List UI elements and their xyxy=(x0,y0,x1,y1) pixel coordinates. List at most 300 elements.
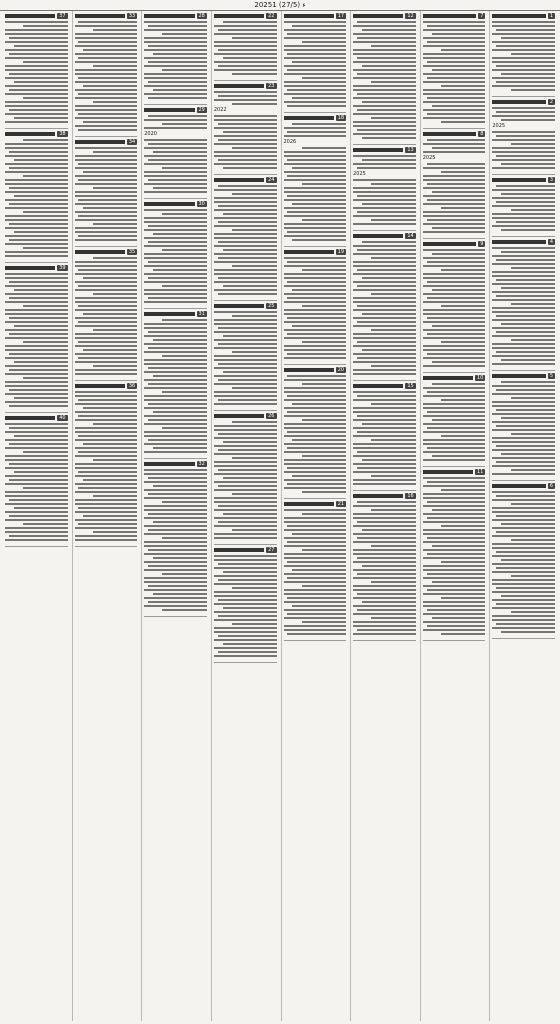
text-line xyxy=(223,513,277,515)
text-line xyxy=(292,97,346,99)
text-line xyxy=(423,485,486,487)
text-line xyxy=(144,379,207,381)
text-line xyxy=(353,597,416,599)
text-line xyxy=(75,261,138,263)
text-line xyxy=(362,565,416,567)
text-line xyxy=(144,29,207,31)
text-line xyxy=(284,235,347,237)
story-number-badge: 14 xyxy=(407,233,414,239)
text-line xyxy=(353,369,416,371)
text-line xyxy=(423,365,486,367)
text-line xyxy=(148,225,207,227)
text-line xyxy=(371,45,415,47)
text-line xyxy=(492,33,555,35)
story-number-badge: 16 xyxy=(407,493,414,499)
text-line xyxy=(423,101,486,103)
text-line xyxy=(148,81,207,83)
text-line xyxy=(218,293,277,295)
text-line xyxy=(292,123,346,125)
text-line xyxy=(427,353,486,355)
text-line xyxy=(75,117,138,119)
text-line xyxy=(353,427,416,429)
text-line xyxy=(93,151,137,153)
text-line xyxy=(148,439,207,441)
text-line xyxy=(78,215,137,217)
text-line xyxy=(223,213,277,215)
text-line xyxy=(144,37,207,39)
text-line xyxy=(492,319,555,321)
news-story xyxy=(423,239,486,373)
story-number-badge: 21 xyxy=(337,501,345,507)
text-line xyxy=(362,101,416,103)
text-line xyxy=(144,605,207,607)
news-story xyxy=(284,113,347,247)
text-line xyxy=(441,525,485,527)
story-number-badge: 27 xyxy=(268,547,275,553)
story-body xyxy=(214,91,277,169)
story-headline xyxy=(423,13,486,19)
text-line xyxy=(162,285,206,287)
text-line xyxy=(284,427,347,429)
text-line xyxy=(5,539,68,541)
story-body xyxy=(75,257,138,375)
text-line xyxy=(284,463,347,465)
text-line xyxy=(496,45,555,47)
text-line xyxy=(427,573,486,575)
text-line xyxy=(218,49,277,51)
text-line xyxy=(144,183,207,185)
story-body xyxy=(144,115,207,193)
text-line xyxy=(144,289,207,291)
text-line xyxy=(492,189,555,191)
text-line xyxy=(432,227,486,229)
text-line xyxy=(492,607,555,609)
text-line xyxy=(492,151,555,153)
text-line xyxy=(284,415,347,417)
text-line xyxy=(153,447,207,449)
text-line xyxy=(423,273,486,275)
text-line xyxy=(23,61,67,63)
text-line xyxy=(362,277,416,279)
text-line xyxy=(75,369,138,371)
text-line xyxy=(362,601,416,603)
text-line xyxy=(214,289,277,291)
text-line xyxy=(75,411,138,413)
text-line xyxy=(284,285,347,287)
text-line xyxy=(284,57,347,59)
text-line xyxy=(427,447,486,449)
news-story xyxy=(214,175,277,301)
story-body xyxy=(284,509,347,635)
text-line xyxy=(501,559,555,561)
text-line xyxy=(357,467,416,469)
text-line xyxy=(218,221,277,223)
text-line xyxy=(492,401,555,403)
text-line xyxy=(492,283,555,285)
story-headline xyxy=(144,107,207,113)
text-line xyxy=(144,423,207,425)
story-body xyxy=(284,21,347,107)
text-line xyxy=(423,513,486,515)
story-headline xyxy=(284,115,347,121)
text-line xyxy=(75,519,138,521)
story-body xyxy=(214,555,277,657)
text-line xyxy=(214,127,277,129)
text-line xyxy=(144,359,207,361)
text-line xyxy=(75,211,138,213)
text-line xyxy=(371,545,415,547)
text-line xyxy=(423,431,486,433)
text-line xyxy=(75,431,138,433)
text-line xyxy=(9,109,68,111)
text-line xyxy=(492,429,555,431)
text-line xyxy=(353,223,416,225)
text-line xyxy=(427,199,486,201)
story-body xyxy=(353,21,416,139)
text-line xyxy=(83,207,137,209)
text-line xyxy=(144,119,207,121)
text-line xyxy=(432,617,486,619)
text-line xyxy=(144,257,207,259)
headline-text-block xyxy=(353,14,403,18)
text-line xyxy=(5,183,68,185)
text-line xyxy=(214,163,277,165)
text-line xyxy=(292,439,346,441)
news-story xyxy=(75,11,138,137)
text-line xyxy=(353,265,416,267)
text-line xyxy=(232,73,276,75)
story-headline xyxy=(5,265,68,271)
text-line xyxy=(232,37,276,39)
text-line xyxy=(284,609,347,611)
text-line xyxy=(5,285,68,287)
text-line xyxy=(353,113,416,115)
text-line xyxy=(496,551,555,553)
text-line xyxy=(232,351,276,353)
text-line xyxy=(362,65,416,67)
text-line xyxy=(148,159,207,161)
text-line xyxy=(218,505,277,507)
text-line xyxy=(284,379,347,381)
text-line xyxy=(9,73,68,75)
text-line xyxy=(492,527,555,529)
text-line xyxy=(287,175,346,177)
text-line xyxy=(78,285,137,287)
text-line xyxy=(492,591,555,593)
story-body xyxy=(423,249,486,367)
headline-text-block xyxy=(214,414,264,418)
story-number-badge: 33 xyxy=(128,13,136,19)
text-line xyxy=(218,29,277,31)
text-line xyxy=(492,599,555,601)
text-line xyxy=(353,199,416,201)
text-line xyxy=(83,443,137,445)
text-line xyxy=(284,163,347,165)
text-line xyxy=(423,179,486,181)
text-line xyxy=(75,337,138,339)
story-headline xyxy=(353,233,416,239)
text-line xyxy=(496,587,555,589)
text-line xyxy=(427,61,486,63)
text-line xyxy=(353,353,416,355)
story-headline xyxy=(75,249,138,255)
text-line xyxy=(427,501,486,503)
text-line xyxy=(9,203,68,205)
news-story xyxy=(5,11,68,129)
text-line xyxy=(501,323,555,325)
text-line xyxy=(496,111,555,113)
text-line xyxy=(5,93,68,95)
story-headline xyxy=(214,303,277,309)
text-line xyxy=(9,297,68,299)
text-line xyxy=(223,167,277,169)
text-line xyxy=(353,613,416,615)
headline-text-block xyxy=(144,202,194,206)
news-story xyxy=(492,175,555,237)
text-line xyxy=(75,391,138,393)
text-line xyxy=(427,113,486,115)
text-line xyxy=(75,491,138,493)
text-line xyxy=(427,553,486,555)
text-line xyxy=(23,25,67,27)
text-line xyxy=(214,595,277,597)
text-line xyxy=(14,117,68,119)
news-story xyxy=(492,371,555,481)
text-line xyxy=(353,289,416,291)
story-body xyxy=(75,391,138,541)
text-line xyxy=(492,327,555,329)
text-line xyxy=(218,563,277,565)
text-line xyxy=(492,275,555,277)
text-line xyxy=(5,273,68,275)
news-story xyxy=(492,97,555,175)
text-line xyxy=(496,295,555,297)
text-line xyxy=(148,403,207,405)
text-line xyxy=(153,89,207,91)
text-line xyxy=(492,441,555,443)
text-line xyxy=(75,395,138,397)
text-line xyxy=(75,25,138,27)
text-line xyxy=(423,117,486,119)
text-line xyxy=(75,61,138,63)
text-line xyxy=(423,505,486,507)
text-line xyxy=(214,461,277,463)
text-line xyxy=(148,179,207,181)
text-line xyxy=(292,61,346,63)
text-line xyxy=(214,135,277,137)
text-line xyxy=(292,167,346,169)
text-line xyxy=(9,389,68,391)
text-line xyxy=(5,365,68,367)
text-line xyxy=(223,335,277,337)
text-line xyxy=(496,351,555,353)
text-line xyxy=(232,457,276,459)
headline-text-block xyxy=(75,250,125,254)
story-number-badge: 36 xyxy=(128,383,136,389)
text-line xyxy=(214,639,277,641)
text-line xyxy=(362,349,416,351)
text-line xyxy=(9,427,68,429)
story-body xyxy=(353,501,416,635)
text-line xyxy=(441,341,485,343)
text-line xyxy=(357,321,416,323)
text-line xyxy=(9,353,68,355)
text-line xyxy=(78,77,137,79)
text-line xyxy=(287,231,346,233)
text-line xyxy=(501,381,555,383)
story-body xyxy=(423,139,486,233)
text-line xyxy=(5,385,68,387)
text-line xyxy=(9,515,68,517)
text-line xyxy=(214,25,277,27)
text-line xyxy=(144,431,207,433)
text-line xyxy=(14,159,68,161)
story-number-badge: 28 xyxy=(198,13,205,19)
text-line xyxy=(5,69,68,71)
news-column xyxy=(141,11,209,1021)
text-line xyxy=(353,49,416,51)
text-line xyxy=(162,123,206,125)
story-body xyxy=(423,383,486,461)
text-line xyxy=(75,353,138,355)
text-line xyxy=(214,509,277,511)
story-headline xyxy=(284,13,347,19)
text-line xyxy=(14,45,68,47)
text-line xyxy=(284,593,347,595)
headline-text-block xyxy=(214,84,264,88)
text-line xyxy=(75,511,138,513)
text-line xyxy=(9,37,68,39)
text-line xyxy=(75,45,138,47)
text-line xyxy=(302,491,346,493)
text-line xyxy=(496,315,555,317)
text-line xyxy=(511,397,555,399)
text-line xyxy=(23,341,67,343)
text-line xyxy=(492,363,555,365)
text-line xyxy=(287,195,346,197)
news-story xyxy=(284,499,347,641)
text-line xyxy=(148,529,207,531)
text-line xyxy=(423,93,486,95)
text-line xyxy=(148,513,207,515)
text-line xyxy=(214,425,277,427)
text-line xyxy=(144,237,207,239)
text-line xyxy=(9,443,68,445)
text-line xyxy=(5,293,68,295)
text-line xyxy=(353,273,416,275)
text-line xyxy=(492,263,555,265)
text-line xyxy=(214,591,277,593)
text-line xyxy=(284,337,347,339)
text-line xyxy=(427,609,486,611)
text-line xyxy=(5,207,68,209)
text-line xyxy=(302,455,346,457)
text-line xyxy=(153,53,207,55)
text-line xyxy=(423,557,486,559)
text-line xyxy=(302,183,346,185)
headline-text-block xyxy=(5,132,55,136)
text-line xyxy=(357,129,416,131)
text-line xyxy=(284,479,347,481)
text-line xyxy=(423,277,486,279)
headline-text-block xyxy=(492,178,545,182)
headline-text-block xyxy=(423,242,476,246)
text-line xyxy=(153,411,207,413)
story-number-badge: 40 xyxy=(59,415,66,421)
text-line xyxy=(423,629,486,631)
text-line xyxy=(23,451,67,453)
text-line xyxy=(93,365,137,367)
text-line xyxy=(496,567,555,569)
text-line xyxy=(427,427,486,429)
story-body xyxy=(144,319,207,453)
text-line xyxy=(232,265,276,267)
text-line xyxy=(284,321,347,323)
text-line xyxy=(423,565,486,567)
text-line xyxy=(492,225,555,227)
text-line xyxy=(353,541,416,543)
text-line xyxy=(83,277,137,279)
text-line xyxy=(9,167,68,169)
story-number-badge: 4 xyxy=(549,239,553,245)
text-line xyxy=(5,113,68,115)
text-line xyxy=(353,633,416,635)
text-line xyxy=(153,557,207,559)
text-line xyxy=(284,215,347,217)
text-line xyxy=(492,307,555,309)
text-line xyxy=(144,541,207,543)
text-line xyxy=(353,443,416,445)
text-line xyxy=(353,77,416,79)
text-line xyxy=(9,89,68,91)
text-line xyxy=(23,305,67,307)
text-line xyxy=(423,321,486,323)
story-body xyxy=(353,155,416,225)
story-number-badge: 12 xyxy=(407,13,414,19)
text-line xyxy=(353,179,416,181)
text-line xyxy=(292,533,346,535)
text-line xyxy=(214,647,277,649)
text-line xyxy=(75,463,138,465)
text-line xyxy=(5,147,68,149)
text-line xyxy=(292,569,346,571)
story-number-badge: 34 xyxy=(128,139,136,145)
text-line xyxy=(492,535,555,537)
text-line xyxy=(218,521,277,523)
text-line xyxy=(432,253,486,255)
text-line xyxy=(353,621,416,623)
text-line xyxy=(214,33,277,35)
text-line xyxy=(423,167,486,169)
text-line xyxy=(5,527,68,529)
headline-text-block xyxy=(492,484,545,488)
text-line xyxy=(501,631,555,633)
text-line xyxy=(5,373,68,375)
story-headline xyxy=(284,501,347,507)
text-line xyxy=(353,361,416,363)
text-line xyxy=(214,497,277,499)
text-line xyxy=(75,239,138,241)
text-line xyxy=(75,125,138,127)
text-line xyxy=(14,81,68,83)
text-line xyxy=(511,339,555,341)
text-line xyxy=(144,191,207,193)
text-line xyxy=(302,269,346,271)
text-line xyxy=(492,491,555,493)
text-line xyxy=(214,225,277,227)
text-line xyxy=(75,195,138,197)
story-body xyxy=(284,123,347,241)
